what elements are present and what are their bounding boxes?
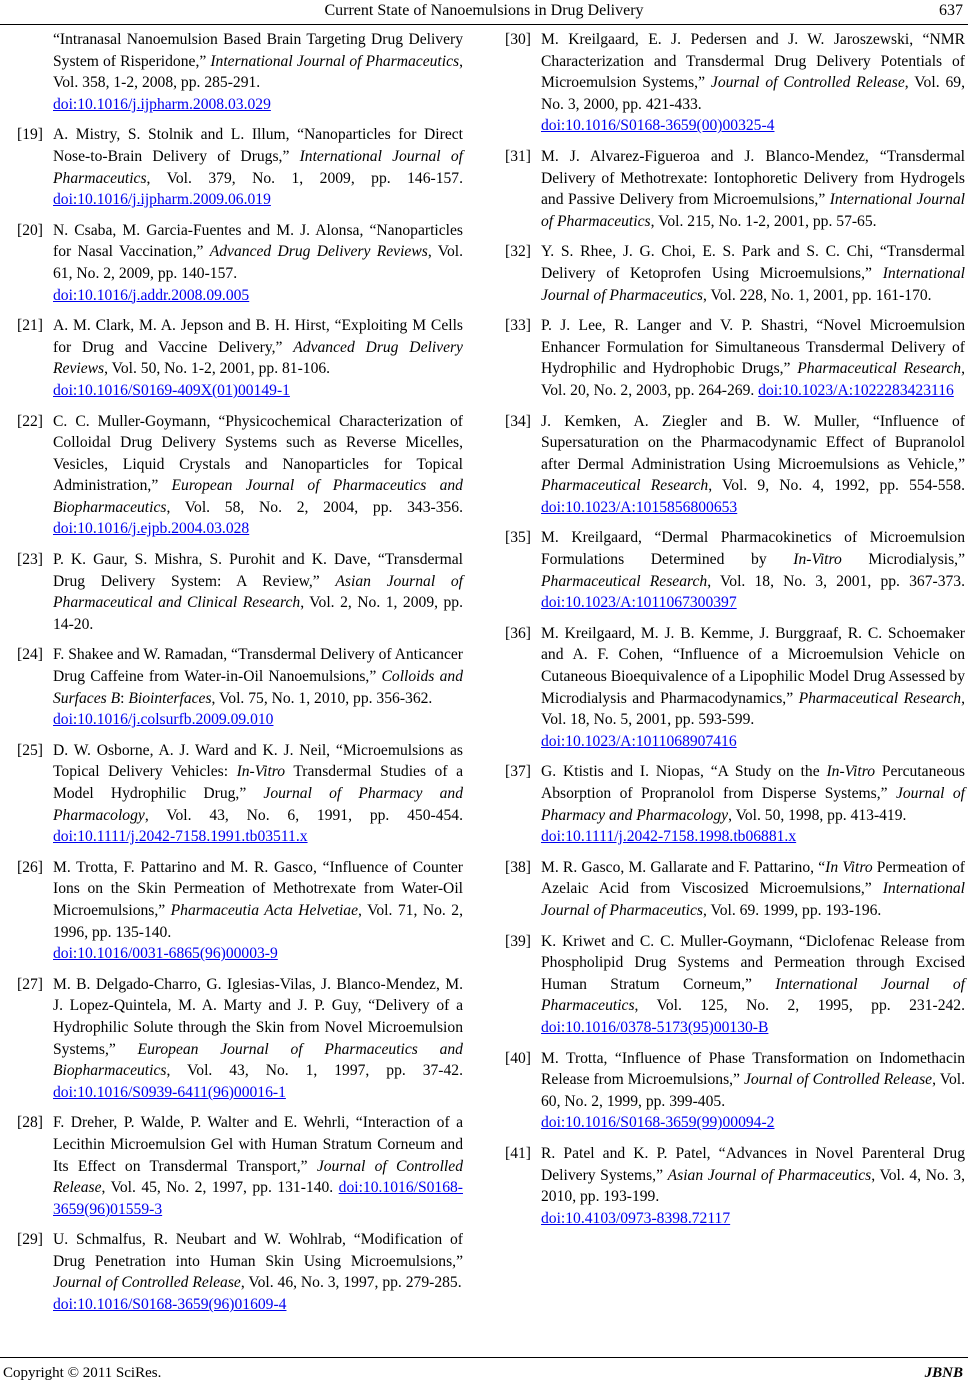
reference-entry <box>505 857 965 922</box>
reference-number: [31] <box>505 147 531 165</box>
reference-text: , Vol. 75, No. 1, 2010, pp. 356-362. <box>211 689 433 707</box>
reference-number: [34] <box>505 412 531 430</box>
reference-number: [24] <box>17 646 43 664</box>
reference-text: M. Kreilgaard, E. J. Pedersen and J. W. Jaroszewski, “NMR Characterization and Transdermal Drug Delivery Potentials of Microemulsion Systems,” <box>541 31 965 92</box>
reference-number: [36] <box>505 624 531 642</box>
reference-entry <box>505 315 965 401</box>
reference-entry <box>17 1112 463 1220</box>
journal-title: Advanced Drug Delivery Reviews <box>53 338 463 378</box>
reference-text: Percutaneous Absorption of Propranolol from Disperse Systems,” <box>541 763 965 802</box>
reference-entry <box>505 411 965 519</box>
doi-link[interactable]: doi:10.1016/j.ijpharm.2008.03.029 <box>53 95 271 113</box>
reference-text: , Vol. 125, No. 2, 1995, pp. 231-242. <box>634 997 965 1015</box>
journal-title: In Vitro <box>825 858 873 876</box>
reference-text: M. Trotta, F. Pattarino and M. R. Gasco, “Influence of Counter Ions on the Skin Permeation of Methotrexate from Water-Oil Microemulsions,” <box>53 858 463 919</box>
reference-text: C. C. Muller-Goymann, “Physicochemical Characterization of Colloidal Drug Delivery Systems such as Reverse Micelles, Vesicles, Liquid Crystals and Nanoparticles for Topical Administration,” <box>53 412 463 495</box>
reference-number: [26] <box>17 858 43 876</box>
reference-text: J. Kemken, A. Ziegler and B. W. Muller, “Influence of Supersaturation on the Pharmacodynamic Effect of Bupranolol after Dermal Administration Using Microemulsions as Vehicle,” <box>541 412 965 473</box>
reference-text: N. Csaba, M. Garcia-Fuentes and M. J. Alonsa, “Nanoparticles for Nasal Vaccination,” <box>53 221 463 261</box>
doi-link[interactable]: doi:10.1016/S0168-3659(00)00325-4 <box>541 117 775 135</box>
journal-title: Journal of Controlled Release <box>53 1274 241 1292</box>
journal-title: Pharmaceutical Research <box>541 477 709 495</box>
reference-entry <box>505 931 965 1039</box>
reference-text: Permeation of Azelaic Acid from Viscosized Microemulsions,” <box>541 858 965 898</box>
journal-title: Pharmaceutical Research <box>798 689 962 707</box>
reference-entry <box>17 549 463 635</box>
reference-entry <box>17 124 463 210</box>
reference-entry <box>17 411 463 541</box>
reference-text: Transdermal Studies of a Model Hydrophilic Drug,” <box>53 763 463 802</box>
reference-text: Y. S. Rhee, J. G. Choi, E. S. Park and S. C. Chi, “Transdermal Delivery of Ketoprofen Using Microemulsions,” <box>541 243 965 282</box>
reference-entry <box>505 527 965 613</box>
reference-text: M. R. Gasco, M. Gallarate and F. Pattarino, “ <box>541 858 826 876</box>
reference-text: A. M. Clark, M. A. Jepson and B. H. Hirst, “Exploiting M Cells for Drug and Vaccine Delivery,” <box>53 317 463 356</box>
reference-text: F. Shakee and W. Ramadan, “Transdermal Delivery of Anticancer Drug Caffeine from Water-in-Oil Nanoemulsions,” <box>53 646 463 686</box>
journal-title: Journal of Controlled Release <box>710 74 905 92</box>
journal-title: International Journal of Pharmaceutics <box>53 147 463 187</box>
doi-link[interactable]: doi:10.1016/S0168-3659(96)01559-3 <box>53 1179 463 1218</box>
journal-title: Colloids and Surfaces B <box>53 668 463 707</box>
journal-title: Journal of Pharmacy and Pharmacology <box>541 785 965 824</box>
doi-link[interactable]: doi:10.1016/S0939-6411(96)00016-1 <box>53 1083 286 1101</box>
doi-link[interactable]: doi:10.1023/A:1022283423116 <box>758 381 954 399</box>
reference-text: , Vol. 46, No. 3, 1997, pp. 279-285. <box>240 1274 462 1292</box>
doi-link[interactable]: doi:10.1016/j.colsurfb.2009.09.010 <box>53 711 274 729</box>
reference-text: M. B. Delgado-Charro, G. Iglesias-Vilas, J. Blanco-Mendez, M. J. Lopez-Quintela, M. A. Marty and J. P. Guy, “Delivery of a Hydrophilic Solute through the Skin from Novel Microemulsion Systems,” <box>53 975 463 1058</box>
reference-text: , Vol. 69, No. 3, 2000, pp. 421-433. <box>541 74 965 113</box>
reference-number: [25] <box>17 741 43 759</box>
reference-text: D. W. Osborne, A. J. Ward and K. J. Neil, “Microemulsions as Topical Delivery Vehicles: <box>53 741 463 781</box>
reference-text: M. Trotta, “Influence of Phase Transformation on Indomethacin Release from Microemulsions,” <box>541 1049 965 1089</box>
page-number: 637 <box>939 2 963 19</box>
journal-title: Asian Journal of Pharmaceutics <box>667 1166 872 1184</box>
reference-text: , Vol. 69. 1999, pp. 193-196. <box>702 901 882 919</box>
doi-link[interactable]: doi:10.1016/S0169-409X(01)00149-1 <box>53 381 290 399</box>
reference-entry <box>505 241 965 306</box>
reference-text: F. Dreher, P. Walde, P. Walter and E. Wehrli, “Interaction of a Lecithin Microemulsion Gel with Human Stratum Corneum and Its Effect on Transdermal Transport,” <box>53 1114 463 1175</box>
reference-text: A. Mistry, S. Stolnik and L. Illum, “Nanoparticles for Direct Nose-to-Brain Delivery of Drugs,” <box>53 126 463 165</box>
reference-text: , Vol. 60, No. 2, 1999, pp. 399-405. <box>541 1071 965 1110</box>
reference-number: [38] <box>505 858 531 876</box>
reference-text: “Intranasal Nanoemulsion Based Brain Targeting Drug Delivery System of Risperidone,” <box>53 31 463 70</box>
reference-number: [35] <box>505 529 531 547</box>
journal-title: Biointerfaces <box>128 689 212 707</box>
reference-text: Microdialysis,” <box>841 551 965 569</box>
running-title: Current State of Nanoemulsions in Drug Delivery <box>324 2 644 19</box>
reference-text: , Vol. 215, No. 1-2, 2001, pp. 57-65. <box>650 212 877 230</box>
reference-text: , Vol. 50, No. 1-2, 2001, pp. 81-106. <box>104 360 331 378</box>
reference-text: G. Ktistis and I. Niopas, “A Study on the <box>541 763 827 781</box>
reference-text: P. K. Gaur, S. Mishra, S. Purohit and K. Dave, “Transdermal Drug Delivery System: A Review,” <box>53 551 463 590</box>
reference-text: , Vol. 71, No. 2, 1996, pp. 135-140. <box>53 901 463 941</box>
reference-number: [21] <box>17 317 43 335</box>
doi-link[interactable]: doi:10.1016/S0168-3659(96)01609-4 <box>53 1296 287 1314</box>
reference-entry <box>17 974 463 1104</box>
reference-number: [27] <box>17 975 43 993</box>
journal-title: International Journal of Pharmaceutics <box>541 191 965 230</box>
reference-entry <box>505 1143 965 1229</box>
doi-link[interactable]: doi:10.4103/0973-8398.72117 <box>541 1209 731 1227</box>
reference-number: [29] <box>17 1231 43 1249</box>
reference-text: R. Patel and K. P. Patel, “Advances in Novel Parenteral Drug Delivery Systems,” <box>541 1144 965 1184</box>
journal-title: Asian Journal of Pharmaceutical and Clinical Research <box>53 572 463 612</box>
doi-link[interactable]: doi:10.1016/j.ejpb.2004.03.028 <box>53 520 250 538</box>
doi-link[interactable]: doi:10.1111/j.2042-7158.1991.tb03511.x <box>53 828 308 846</box>
reference-entry <box>17 857 463 965</box>
journal-title: Journal of Controlled Release <box>53 1157 463 1197</box>
doi-link[interactable]: doi:10.1016/0031-6865(96)00003-9 <box>53 945 278 963</box>
reference-entry <box>17 644 463 730</box>
reference-entry <box>505 761 965 847</box>
doi-link[interactable]: doi:10.1016/S0168-3659(99)00094-2 <box>541 1114 775 1132</box>
doi-link[interactable]: doi:10.1023/A:1011067300397 <box>541 594 737 612</box>
reference-number: [23] <box>17 551 43 569</box>
journal-title: In-Vitro <box>793 551 842 569</box>
reference-entry <box>17 740 463 848</box>
journal-title: In-Vitro <box>236 763 286 781</box>
reference-text: , Vol. 358, 1-2, 2008, pp. 285-291. <box>53 52 463 92</box>
doi-link[interactable]: doi:10.1111/j.2042-7158.1998.tb06881.x <box>541 828 797 846</box>
right-column-references <box>505 29 965 1238</box>
journal-title: Pharmaceutical Research <box>541 572 708 590</box>
reference-entry <box>505 29 965 137</box>
doi-link[interactable]: doi:10.1023/A:1011068907416 <box>541 732 737 750</box>
reference-number: [39] <box>505 932 531 950</box>
reference-text: , Vol. 61, No. 2, 2009, pp. 140-157. <box>53 243 464 282</box>
reference-number: [20] <box>17 221 43 239</box>
reference-number: [28] <box>17 1114 43 1132</box>
reference-text: K. Kriwet and C. C. Muller-Goymann, “Diclofenac Release from Phospholipid Drug Systems and Permeation through Excised Human Stratum Corneum,” <box>541 932 965 993</box>
journal-title: International Journal of Pharmaceutics <box>210 52 460 70</box>
running-header <box>0 0 968 25</box>
journal-title: Pharmaceutical Research <box>797 360 962 378</box>
page-footer <box>0 1357 968 1387</box>
journal-title: Journal of Pharmacy and Pharmacology <box>53 785 463 824</box>
reference-number: [32] <box>505 243 531 261</box>
reference-text: : <box>120 689 129 707</box>
journal-title: European Journal of Pharmaceutics and Biopharmaceutics <box>53 477 463 516</box>
reference-text: , Vol. 45, No. 2, 1997, pp. 131-140. <box>101 1179 339 1197</box>
copyright-notice: Copyright © 2011 SciRes. <box>3 1365 162 1381</box>
reference-entry <box>505 623 965 753</box>
doi-link[interactable]: doi:10.1016/j.ijpharm.2009.06.019 <box>53 191 271 209</box>
left-column-references <box>17 29 463 1325</box>
reference-number: [40] <box>505 1049 531 1067</box>
journal-abbreviation: JBNB <box>924 1365 963 1381</box>
reference-text: , Vol. 379, No. 1, 2009, pp. 146-157. <box>146 169 463 187</box>
reference-text: , Vol. 43, No. 1, 1997, pp. 37-42. <box>166 1062 463 1080</box>
reference-number: [37] <box>505 763 531 781</box>
reference-number: [41] <box>505 1144 531 1162</box>
reference-text: , Vol. 43, No. 6, 1991, pp. 450-454. <box>144 806 463 824</box>
reference-text: , Vol. 228, No. 1, 2001, pp. 161-170. <box>702 286 932 304</box>
journal-title: International Journal of Pharmaceutics <box>541 975 965 1015</box>
reference-entry <box>17 220 463 306</box>
journal-title: Advanced Drug Delivery Reviews <box>209 243 428 261</box>
reference-text: , Vol. 50, 1998, pp. 413-419. <box>728 806 907 824</box>
journal-title: International Journal of Pharmaceutics <box>541 880 965 919</box>
journal-title: Pharmaceutia Acta Helvetiae <box>170 901 359 919</box>
reference-entry <box>17 1229 463 1315</box>
reference-text: , Vol. 4, No. 3, 2010, pp. 193-199. <box>541 1166 965 1206</box>
reference-text: , Vol. 20, No. 2, 2003, pp. 264-269. <box>541 360 965 399</box>
reference-entry <box>505 1048 965 1134</box>
journal-title: European Journal of Pharmaceutics and Biopharmaceutics <box>53 1040 463 1080</box>
reference-text: M. Kreilgaard, “Dermal Pharmacokinetics of Microemulsion Formulations Determined by <box>541 529 965 569</box>
reference-text: P. J. Lee, R. Langer and V. P. Shastri, “Novel Microemulsion Enhancer Formulation for Simultaneous Transdermal Delivery of Hydrophilic and Hydrophobic Drugs,” <box>541 317 965 378</box>
journal-title: International Journal of Pharmaceutics <box>541 264 965 304</box>
reference-text: , Vol. 18, No. 3, 2001, pp. 367-373. <box>707 572 965 590</box>
reference-number: [33] <box>505 317 531 335</box>
doi-link[interactable]: doi:10.1016/0378-5173(95)00130-B <box>541 1018 769 1036</box>
reference-number: [19] <box>17 126 43 144</box>
reference-entry <box>17 315 463 401</box>
reference-text: , Vol. 9, No. 4, 1992, pp. 554-558. <box>708 477 965 495</box>
reference-text: U. Schmalfus, R. Neubart and W. Wohlrab, “Modification of Drug Penetration into Human Skin Using Microemulsions,” <box>53 1231 463 1270</box>
reference-entry <box>505 146 965 232</box>
reference-text: , Vol. 2, No. 1, 2009, pp. 14-20. <box>53 594 464 633</box>
reference-text: M. J. Alvarez-Figueroa and J. Blanco-Mendez, “Transdermal Delivery of Methotrexate: Iontophoretic Delivery from Hydrogels and Passive Delivery from Microemulsions,” <box>541 147 965 209</box>
reference-text: M. Kreilgaard, M. J. B. Kemme, J. Burggraaf, R. C. Schoemaker and A. F. Cohen, “Influence of a Microemulsion Vehicle on Cutaneous Bioequivalence of a Lipophilic Model Drug Assessed by Microdialysis and Pharmacodynamics,” <box>541 624 965 707</box>
doi-link[interactable]: doi:10.1016/j.addr.2008.09.005 <box>53 286 250 304</box>
journal-title: Journal of Controlled Release <box>743 1071 933 1089</box>
reference-text: , Vol. 18, No. 5, 2001, pp. 593-599. <box>541 689 965 729</box>
reference-text: , Vol. 58, No. 2, 2004, pp. 343-356. <box>166 498 463 516</box>
reference-entry <box>17 29 463 115</box>
doi-link[interactable]: doi:10.1023/A:1015856800653 <box>541 498 738 516</box>
reference-number: [22] <box>17 412 43 430</box>
journal-title: In-Vitro <box>826 763 875 781</box>
reference-number: [30] <box>505 31 531 48</box>
